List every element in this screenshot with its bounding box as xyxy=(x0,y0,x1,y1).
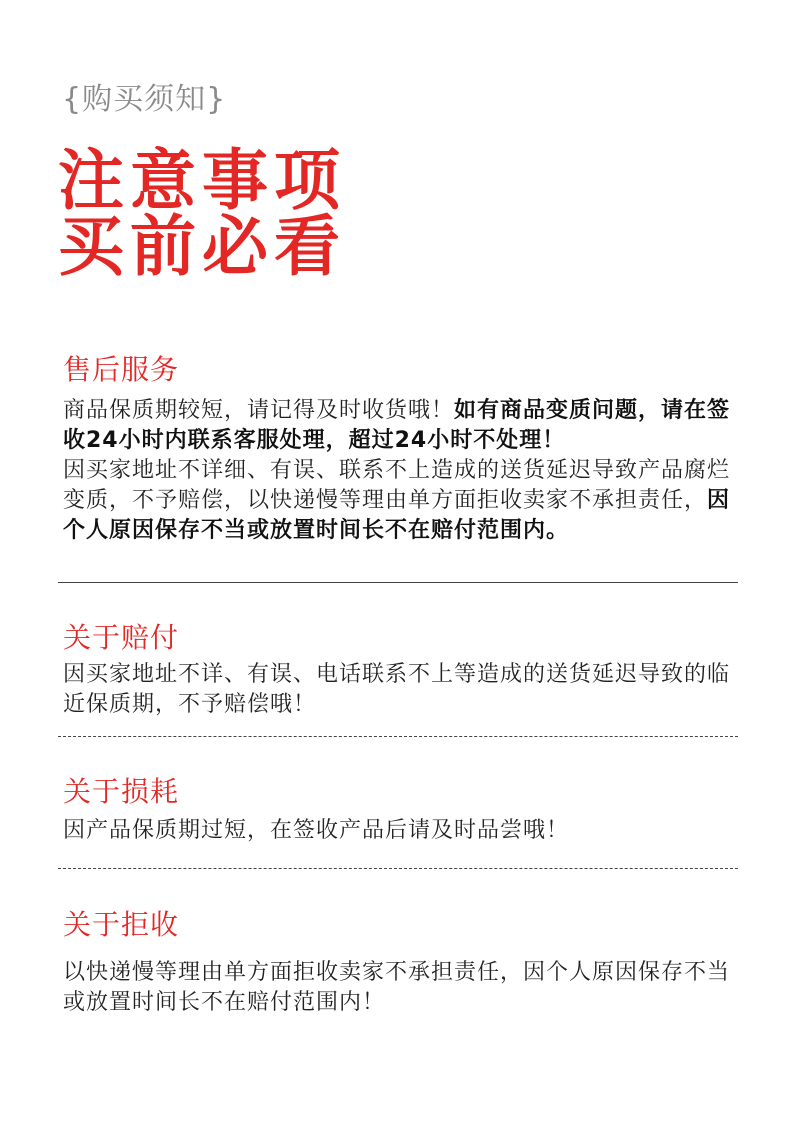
section-divider-solid xyxy=(58,582,738,583)
after-sales-text-2: 因买家地址不详细、有误、联系不上造成的送货延迟导致产品腐烂变质，不予赔偿，以快递慢等理由单方面拒收卖家不承担责任， xyxy=(63,458,731,513)
section-title-after-sales: 售后服务 xyxy=(63,353,180,386)
section-divider-dashed-2 xyxy=(58,868,738,869)
headline-line-1: 注意事项 xyxy=(58,142,346,219)
after-sales-text-1: 商品保质期较短，请记得及时收货哦！ xyxy=(63,398,455,423)
after-sales-bold-2: 因个人原因保存不当或放置时间长不在赔付范围内。 xyxy=(63,488,731,543)
section-title-rejection: 关于拒收 xyxy=(63,908,180,941)
section-divider-dashed-1 xyxy=(58,736,738,737)
section-title-loss: 关于损耗 xyxy=(63,775,180,808)
headline-line-2: 买前必看 xyxy=(58,208,346,285)
section-body-after-sales xyxy=(63,396,743,546)
section-title-compensation: 关于赔付 xyxy=(63,621,180,654)
after-sales-bold-1: 如有商品变质问题，请在签收24小时内联系客服处理，超过24小时不处理！ xyxy=(63,398,731,453)
section-body-loss: 因产品保质期过短，在签收产品后请及时品尝哦！ xyxy=(63,818,570,843)
notice-tag: {购买须知} xyxy=(62,82,227,117)
section-body-rejection: 以快递慢等理由单方面拒收卖家不承担责任，因个人原因保存不当或放置时间长不在赔付范围内！ xyxy=(63,960,731,1015)
section-body-compensation: 因买家地址不详、有误、电话联系不上等造成的送货延迟导致的临近保质期，不予赔偿哦！ xyxy=(63,662,731,717)
